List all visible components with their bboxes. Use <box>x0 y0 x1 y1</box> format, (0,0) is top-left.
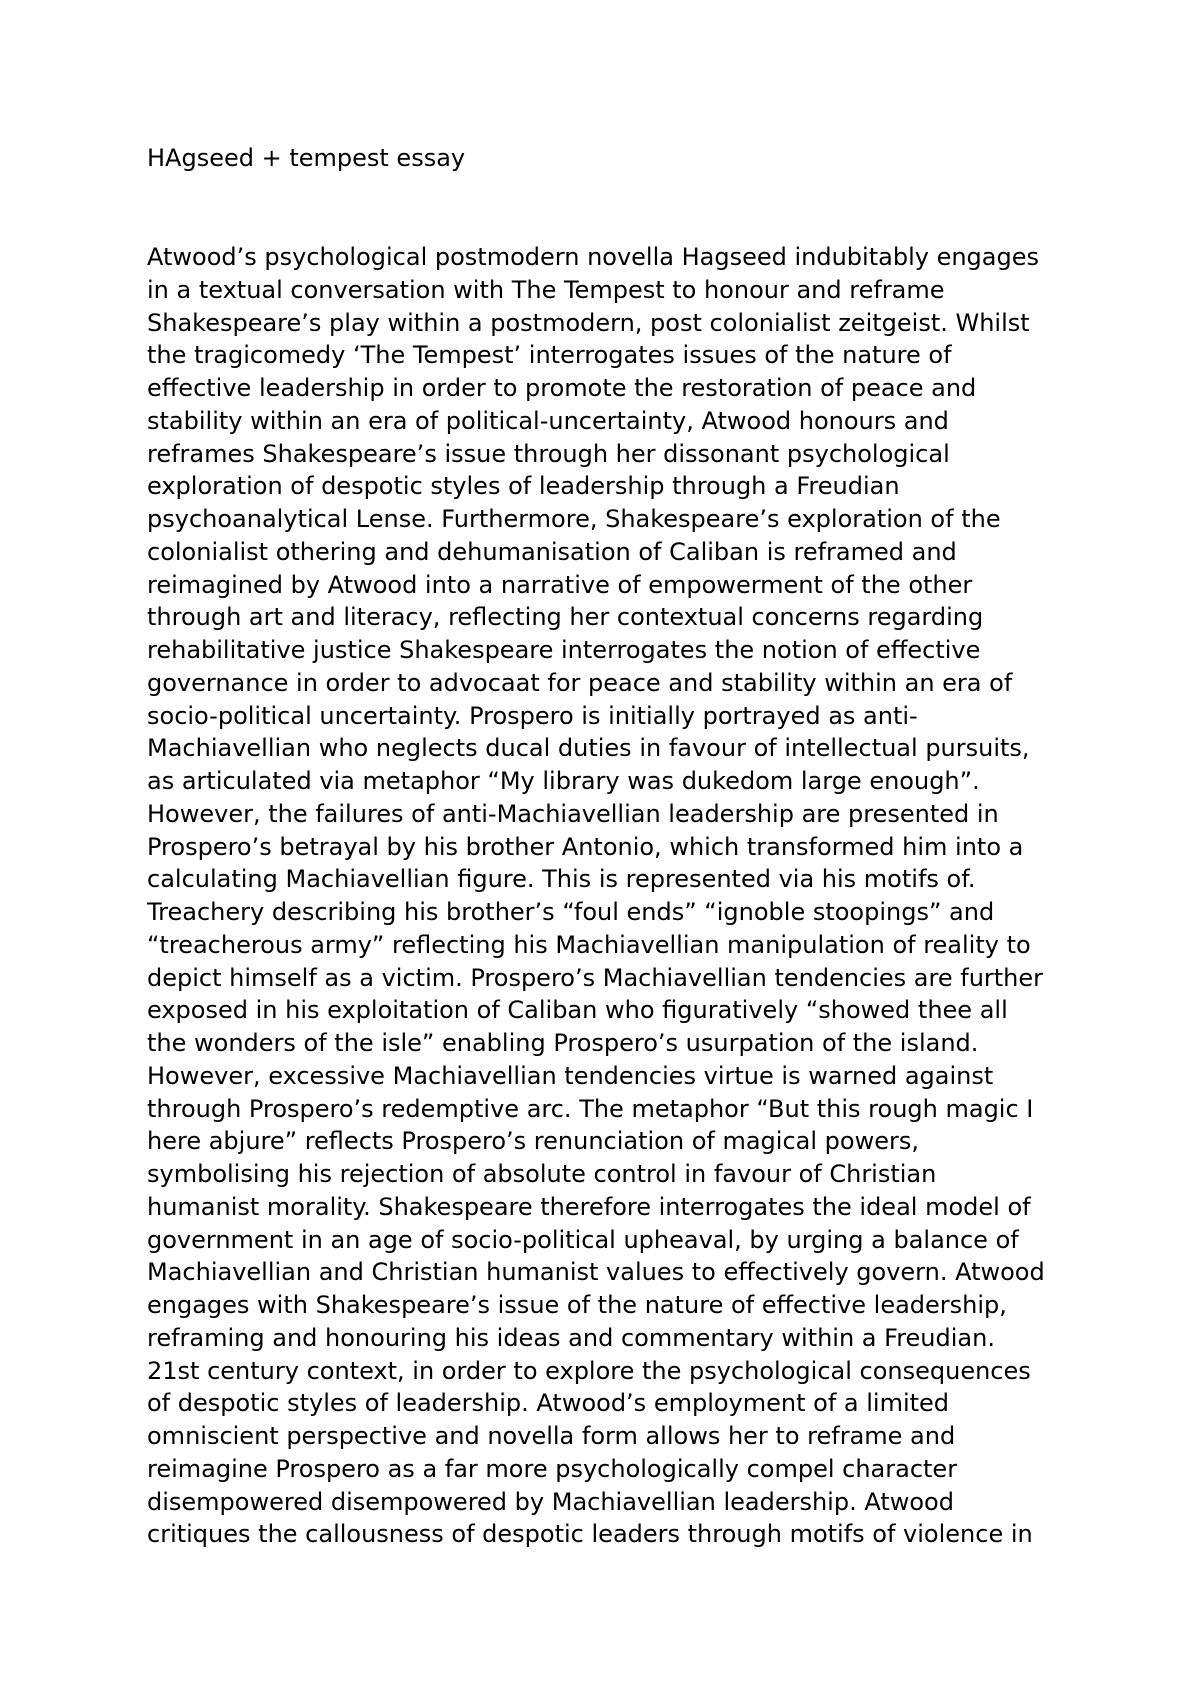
essay-line: through Prospero’s redemptive arc. The metaphor “But this rough magic I <box>147 1094 1034 1123</box>
essay-line: symbolising his rejection of absolute control in favour of Christian <box>147 1160 937 1188</box>
essay-line: reimagined by Atwood into a narrative of empowerment of the other <box>147 570 973 599</box>
essay-line: as articulated via metaphor “My library was dukedom large enough”. <box>147 767 980 795</box>
essay-line: Treachery describing his brother’s “foul ends” “ignoble stoopings” and <box>147 898 995 926</box>
essay-line: reimagine Prospero as a far more psychologically compel character <box>147 1454 958 1483</box>
essay-line: depict himself as a victim. Prospero’s Machiavellian tendencies are further <box>147 963 1044 992</box>
essay-line: However, excessive Machiavellian tendencies virtue is warned against <box>147 1061 994 1090</box>
essay-line: here abjure” reflects Prospero’s renunciation of magical powers, <box>147 1127 919 1156</box>
essay-line: However, the failures of anti-Machiavellian leadership are presented in <box>147 799 999 828</box>
essay-line: reframes Shakespeare’s issue through her dissonant psychological <box>147 439 950 468</box>
essay-line: stability within an era of political-uncertainty, Atwood honours and <box>147 406 949 435</box>
essay-line: omniscient perspective and novella form allows her to reframe and <box>147 1422 956 1450</box>
essay-line: Shakespeare’s play within a postmodern, post colonialist zeitgeist. Whilst <box>147 308 1030 337</box>
essay-line: effective leadership in order to promote the restoration of peace and <box>147 374 977 402</box>
essay-line: engages with Shakespeare’s issue of the nature of effective leadership, <box>147 1291 1007 1319</box>
essay-line: exploration of despotic styles of leadership through a Freudian <box>147 472 900 501</box>
essay-line: colonialist othering and dehumanisation of Caliban is reframed and <box>147 537 957 566</box>
essay-line: disempowered disempowered by Machiavellian leadership. Atwood <box>147 1487 954 1516</box>
essay-line: reframing and honouring his ideas and commentary within a Freudian. <box>147 1323 995 1352</box>
essay-line: psychoanalytical Lense. Furthermore, Shakespeare’s exploration of the <box>147 505 1001 533</box>
essay-line: Machiavellian who neglects ducal duties in favour of intellectual pursuits, <box>147 734 1030 763</box>
document-title: HAgseed + tempest essay <box>147 144 466 172</box>
essay-line: socio-political uncertainty. Prospero is initially portrayed as anti- <box>147 701 918 730</box>
essay-line: rehabilitative justice Shakespeare interrogates the notion of effective <box>147 636 981 664</box>
essay-line: critiques the callousness of despotic leaders through motifs of violence in <box>147 1520 1033 1549</box>
essay-line: the wonders of the isle” enabling Prospero’s usurpation of the island. <box>147 1029 979 1057</box>
essay-line: Atwood’s psychological postmodern novella Hagseed indubitably engages <box>147 243 1039 271</box>
essay-body <box>147 241 1107 1551</box>
essay-line: Machiavellian and Christian humanist values to effectively govern. Atwood <box>147 1258 1045 1287</box>
essay-line: Prospero’s betrayal by his brother Antonio, which transformed him into a <box>147 832 1024 861</box>
essay-line: exposed in his exploitation of Caliban who figuratively “showed thee all <box>147 996 1008 1025</box>
essay-line: 21st century context, in order to explore the psychological consequences <box>147 1356 1031 1385</box>
essay-line: government in an age of socio-political upheaval, by urging a balance of <box>147 1225 1019 1254</box>
essay-line: of despotic styles of leadership. Atwood’s employment of a limited <box>147 1389 950 1418</box>
essay-line: governance in order to advocaat for peace and stability within an era of <box>147 668 1013 697</box>
essay-line: “treacherous army” reflecting his Machiavellian manipulation of reality to <box>147 930 1031 959</box>
essay-line: humanist morality. Shakespeare therefore interrogates the ideal model of <box>147 1192 1031 1221</box>
essay-line: in a textual conversation with The Tempest to honour and reframe <box>147 275 945 304</box>
essay-line: calculating Machiavellian figure. This is represented via his motifs of. <box>147 865 976 894</box>
essay-line: the tragicomedy ‘The Tempest’ interrogates issues of the nature of <box>147 341 952 370</box>
essay-line: through art and literacy, reflecting her contextual concerns regarding <box>147 603 984 632</box>
